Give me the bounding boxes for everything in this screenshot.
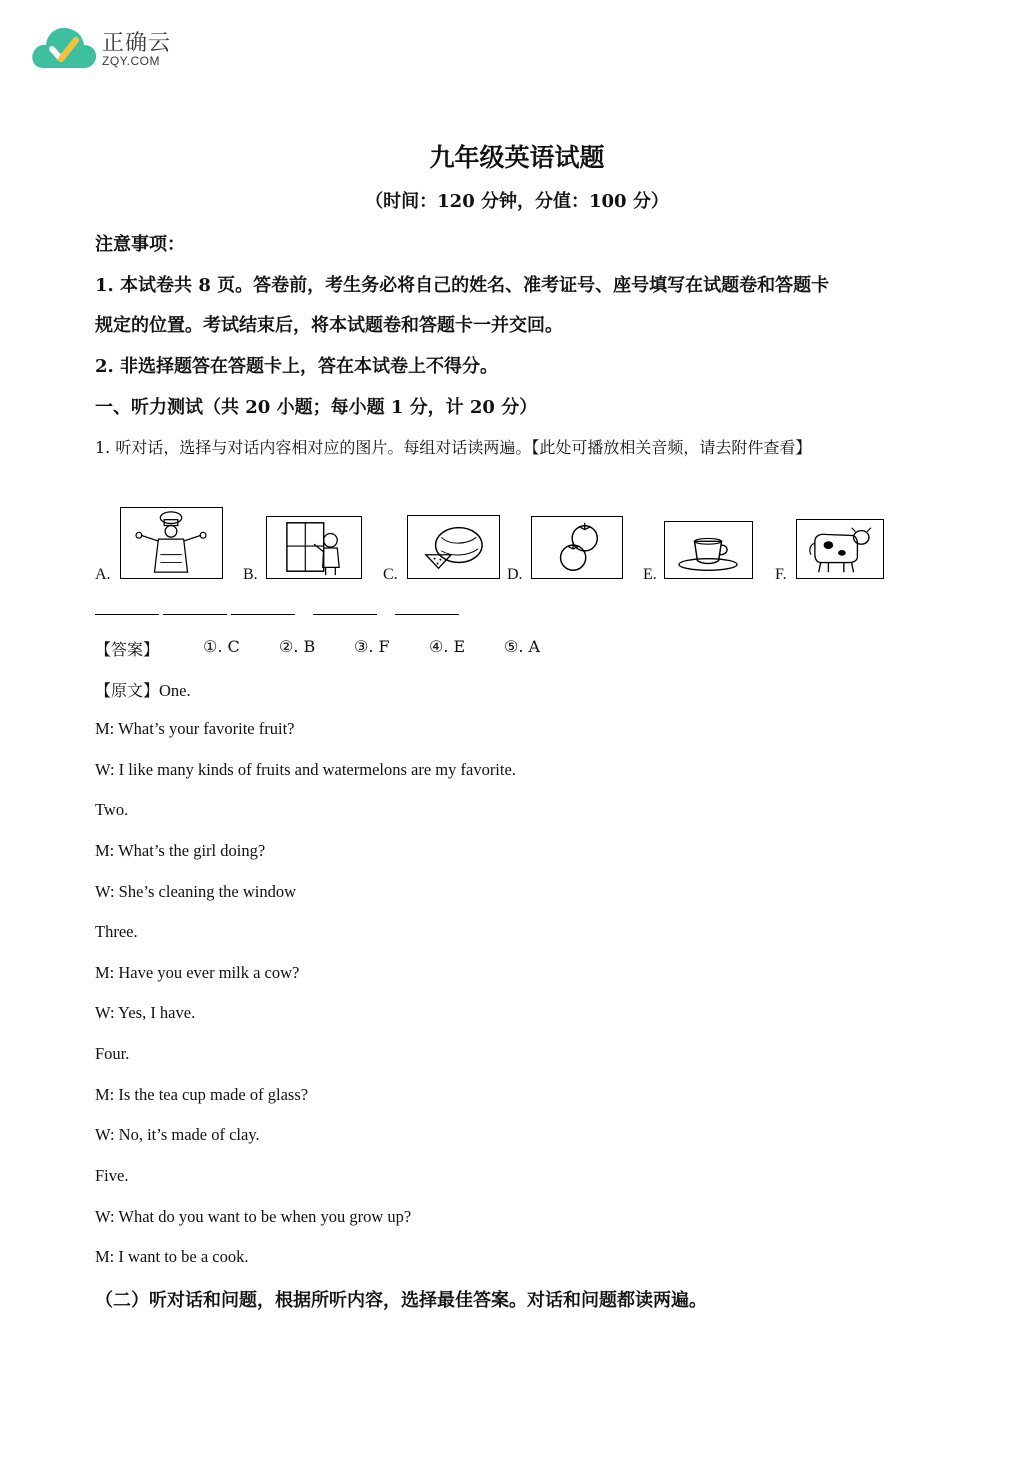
original-text-heading xyxy=(95,678,191,701)
site-logo xyxy=(30,22,180,74)
dialogue-line: M: What’s the girl doing? xyxy=(95,841,266,860)
answer-label: 【答案】 xyxy=(95,640,160,659)
watermelon-icon xyxy=(408,516,499,578)
logo-name-en: ZQY.COM xyxy=(102,54,160,68)
cow-icon xyxy=(797,520,883,578)
option-label-b: B. xyxy=(243,566,258,583)
section-1-title: 一、听力测试（共 20 小题；每小题 1 分，计 20 分） xyxy=(95,397,538,418)
teacup-icon xyxy=(665,522,752,578)
option-label-c: C. xyxy=(383,566,398,583)
page-title: 九年级英语试题 xyxy=(429,143,605,172)
answer-2: ②. B xyxy=(279,637,316,656)
notice-item-1-line-2: 规定的位置。考试结束后，将本试题卷和答题卡一并交回。 xyxy=(95,315,563,336)
option-f-picture xyxy=(796,519,884,579)
dialogue-line: W: Yes, I have. xyxy=(95,1003,196,1022)
dialogue-line: M: I want to be a cook. xyxy=(95,1247,249,1266)
dialogue-line: Five. xyxy=(95,1166,129,1185)
answer-blank-5[interactable] xyxy=(395,614,459,615)
answer-4: ④. E xyxy=(429,637,466,656)
answer-blank-4[interactable] xyxy=(313,614,377,615)
logo-name-cn: 正确云 xyxy=(102,31,172,56)
section-2-title: （二）听对话和问题，根据所听内容，选择最佳答案。对话和问题都读两遍。 xyxy=(95,1290,707,1311)
option-a-picture xyxy=(120,507,223,579)
dialogue-line: W: What do you want to be when you grow up? xyxy=(95,1207,412,1226)
original-label: 【原文】 xyxy=(95,681,160,700)
answer-blank-1[interactable] xyxy=(95,614,159,615)
option-c-picture xyxy=(407,515,500,579)
tomatoes-icon xyxy=(532,517,622,578)
option-label-f: F. xyxy=(775,566,787,583)
answer-blank-3[interactable] xyxy=(231,614,295,615)
dialogue-line: M: Have you ever milk a cow? xyxy=(95,963,300,982)
option-b-picture xyxy=(266,516,362,579)
cook-icon xyxy=(121,508,222,578)
girl-window-icon xyxy=(267,517,361,578)
answer-blank-2[interactable] xyxy=(163,614,227,615)
notice-item-2: 2. 非选择题答在答题卡上，答在本试卷上不得分。 xyxy=(95,356,499,377)
option-d-picture xyxy=(531,516,623,579)
option-label-a: A. xyxy=(95,566,111,583)
dialogue-line: Two. xyxy=(95,800,129,819)
exam-duration: （时间：120 分钟，分值：100 分） xyxy=(365,191,669,212)
dialogue-line: M: What’s your favorite fruit? xyxy=(95,719,295,738)
dialogue-line: W: No, it’s made of clay. xyxy=(95,1125,260,1144)
dialogue-line: Three. xyxy=(95,922,138,941)
dialogue-line: Four. xyxy=(95,1044,130,1063)
answer-1: ①. C xyxy=(203,637,240,656)
question-1-instruction: 1. 听对话，选择与对话内容相对应的图片。每组对话读两遍。【此处可播放相关音频，请去附件查看】 xyxy=(95,438,812,457)
original-first: One. xyxy=(159,681,191,700)
notice-heading: 注意事项： xyxy=(95,234,185,255)
dialogue-line: M: Is the tea cup made of glass? xyxy=(95,1085,309,1104)
answer-5: ⑤. A xyxy=(504,637,541,656)
notice-item-1-line-1: 1. 本试卷共 8 页。答卷前，考生务必将自己的姓名、准考证号、座号填写在试题卷和答题卡 xyxy=(95,275,830,296)
answer-3: ③. F xyxy=(354,637,390,656)
option-label-d: D. xyxy=(507,566,523,583)
option-e-picture xyxy=(664,521,753,579)
dialogue-line: W: She’s cleaning the window xyxy=(95,882,297,901)
cloud-check-icon xyxy=(30,22,98,72)
option-label-e: E. xyxy=(643,566,657,583)
dialogue-line: W: I like many kinds of fruits and watermelons are my favorite. xyxy=(95,760,516,779)
